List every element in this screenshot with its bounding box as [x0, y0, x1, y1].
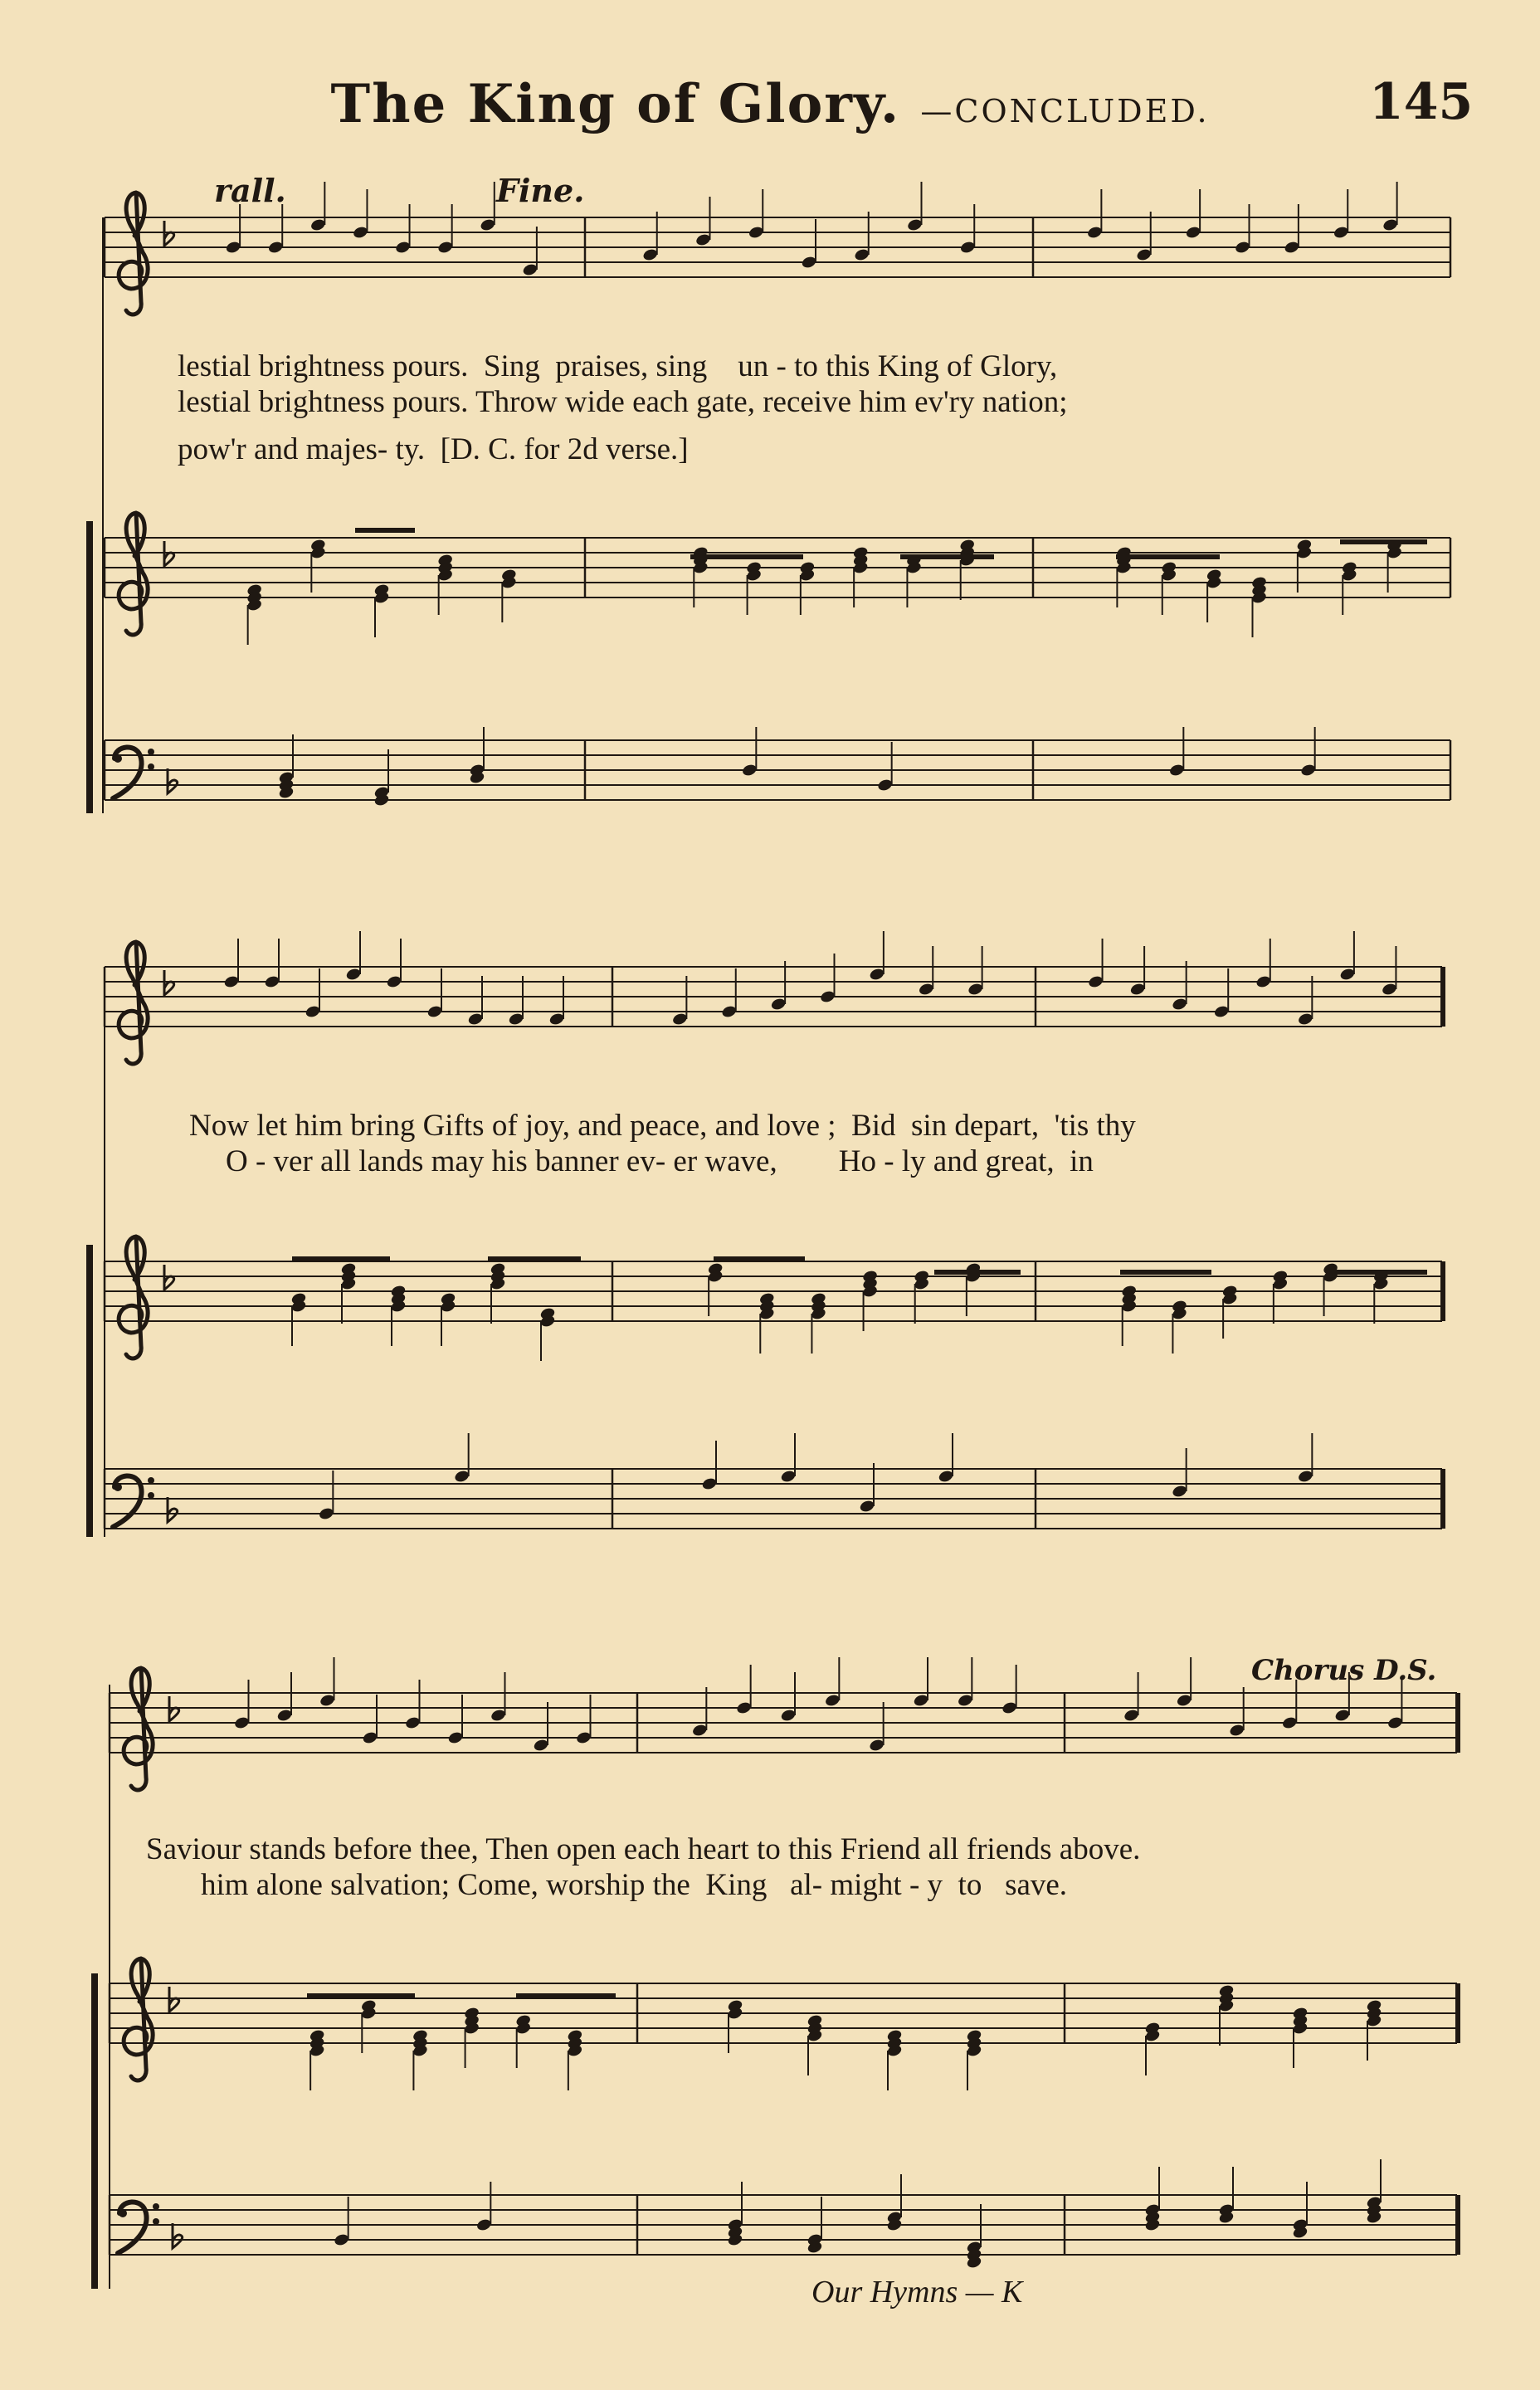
- staff-s3-treble: [110, 1958, 1457, 2080]
- beam: [1116, 554, 1220, 559]
- beam: [934, 1270, 1021, 1275]
- final-barline: [1440, 1469, 1445, 1529]
- treble-clef-icon: [124, 1958, 153, 2080]
- fine-marking: Fine.: [496, 172, 585, 209]
- beam: [1340, 539, 1427, 544]
- lyric-line-2-1: Now let him bring Gifts of joy, and peace, and love ; Bid sin depart, 'tis thy: [189, 1109, 1136, 1143]
- staff-s1-treble: [105, 513, 1450, 635]
- beam: [690, 554, 803, 559]
- final-barline: [1455, 1983, 1460, 2043]
- staff-s2-bass: [105, 1469, 1442, 1529]
- footer-credit: Our Hymns — K: [811, 2275, 1023, 2310]
- flat-icon: [173, 2223, 183, 2248]
- title-suffix: —CONCLUDED.: [920, 93, 1210, 129]
- beams: [292, 528, 1427, 1998]
- treble-clef-icon: [119, 1236, 148, 1358]
- lyric-line-2-2: O - ver all lands may his banner ev- er wave, Ho - ly and great, in: [226, 1144, 1094, 1178]
- flat-icon: [168, 1497, 178, 1522]
- lyric-line-3-2: him alone salvation; Come, worship the King al- might - y to save.: [201, 1868, 1068, 1902]
- hymn-title: The King of Glory.: [330, 73, 901, 135]
- staves: [105, 193, 1460, 2255]
- final-barline: [1455, 1693, 1460, 1753]
- system-brace-3: [91, 1973, 98, 2289]
- final-barline: [1440, 967, 1445, 1027]
- treble-clef-icon: [124, 1668, 153, 1790]
- lyric-line-1-2: lestial brightness pours. Throw wide each gate, receive him ev'ry nation;: [178, 385, 1068, 419]
- staff-s3-melody: [110, 1668, 1457, 1790]
- treble-clef-icon: [119, 513, 148, 635]
- flat-icon: [168, 768, 178, 793]
- beam: [1326, 1270, 1427, 1275]
- beam: [900, 554, 994, 559]
- beam: [488, 1256, 581, 1261]
- chorus-marking: Chorus D.S.: [1251, 1654, 1437, 1687]
- staff-s3-bass: [110, 2195, 1457, 2255]
- beam: [714, 1256, 805, 1261]
- note-heads: [223, 182, 1404, 2270]
- beam: [292, 1256, 390, 1261]
- treble-clef-icon: [119, 942, 148, 1064]
- lyric-line-1-1: lestial brightness pours. Sing praises, sing un - to this King of Glory,: [178, 349, 1058, 383]
- beam: [1120, 1270, 1211, 1275]
- beam: [516, 1993, 616, 1998]
- lyric-line-3-1: Saviour stands before thee, Then open each heart to this Friend all friends above.: [146, 1832, 1141, 1866]
- treble-clef-icon: [119, 193, 148, 315]
- lyric-line-1-3: pow'r and majes- ty. [D. C. for 2d verse.]: [178, 432, 689, 466]
- system-brace-2: [86, 1245, 93, 1537]
- rall-marking: rall.: [214, 172, 286, 209]
- final-barline: [1455, 2195, 1460, 2255]
- beam: [307, 1993, 415, 1998]
- page-number: 145: [1369, 73, 1474, 131]
- beam: [355, 528, 415, 533]
- final-barline: [1440, 1261, 1445, 1321]
- system-brace-1: [86, 521, 93, 813]
- staff-s1-bass: [105, 740, 1450, 800]
